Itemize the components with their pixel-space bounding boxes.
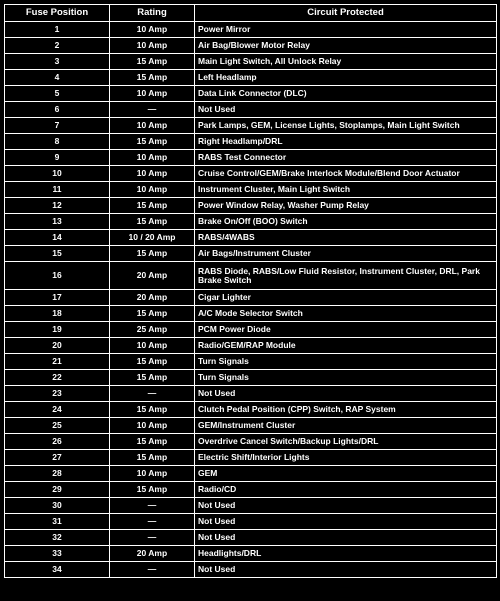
table-row (5, 150, 497, 166)
fuse-position-cell: 7 (5, 118, 110, 134)
rating-cell: 10 Amp (110, 338, 195, 354)
fuse-position-cell: 34 (5, 562, 110, 578)
table-row (5, 562, 497, 578)
rating-cell: 20 Amp (110, 546, 195, 562)
circuit-cell: Turn Signals (195, 354, 497, 370)
table-row (5, 134, 497, 150)
table-row (5, 498, 497, 514)
rating-cell: 10 Amp (110, 466, 195, 482)
circuit-cell: RABS/4WABS (195, 230, 497, 246)
fuse-position-cell: 9 (5, 150, 110, 166)
table-row (5, 338, 497, 354)
table-row (5, 514, 497, 530)
fuse-position-cell: 14 (5, 230, 110, 246)
header-fuse-position: Fuse Position (5, 5, 110, 22)
fuse-position-cell: 17 (5, 290, 110, 306)
fuse-position-cell: 4 (5, 70, 110, 86)
table-row (5, 546, 497, 562)
rating-cell: 15 Amp (110, 402, 195, 418)
rating-cell: 10 Amp (110, 86, 195, 102)
table-row (5, 38, 497, 54)
circuit-cell: Turn Signals (195, 370, 497, 386)
table-row (5, 290, 497, 306)
circuit-cell: Electric Shift/Interior Lights (195, 450, 497, 466)
fuse-position-cell: 33 (5, 546, 110, 562)
rating-cell: 15 Amp (110, 214, 195, 230)
rating-cell: — (110, 530, 195, 546)
rating-cell: 20 Amp (110, 290, 195, 306)
table-row (5, 102, 497, 118)
circuit-cell: Brake On/Off (BOO) Switch (195, 214, 497, 230)
circuit-cell: Main Light Switch, All Unlock Relay (195, 54, 497, 70)
circuit-cell: Right Headlamp/DRL (195, 134, 497, 150)
fuse-position-cell: 16 (5, 262, 110, 290)
rating-cell: 20 Amp (110, 262, 195, 290)
fuse-position-cell: 20 (5, 338, 110, 354)
header-rating: Rating (110, 5, 195, 22)
header-circuit-protected: Circuit Protected (195, 5, 497, 22)
fuse-position-cell: 28 (5, 466, 110, 482)
fuse-position-cell: 22 (5, 370, 110, 386)
rating-cell: 15 Amp (110, 482, 195, 498)
fuse-position-cell: 18 (5, 306, 110, 322)
fuse-position-cell: 15 (5, 246, 110, 262)
table-row (5, 198, 497, 214)
fuse-position-cell: 23 (5, 386, 110, 402)
table-row (5, 402, 497, 418)
rating-cell: 15 Amp (110, 54, 195, 70)
rating-cell: — (110, 498, 195, 514)
circuit-cell: Air Bags/Instrument Cluster (195, 246, 497, 262)
rating-cell: 10 Amp (110, 150, 195, 166)
circuit-cell: Not Used (195, 530, 497, 546)
table-row (5, 246, 497, 262)
circuit-cell: Not Used (195, 386, 497, 402)
rating-cell: 15 Amp (110, 70, 195, 86)
table-row (5, 182, 497, 198)
circuit-cell: Power Window Relay, Washer Pump Relay (195, 198, 497, 214)
fuse-position-cell: 27 (5, 450, 110, 466)
rating-cell: 15 Amp (110, 134, 195, 150)
table-row (5, 482, 497, 498)
rating-cell: 10 Amp (110, 182, 195, 198)
table-row (5, 70, 497, 86)
fuse-position-cell: 5 (5, 86, 110, 102)
circuit-cell: RABS Test Connector (195, 150, 497, 166)
rating-cell: 10 Amp (110, 38, 195, 54)
circuit-cell: Cruise Control/GEM/Brake Interlock Module/Blend Door Actuator (195, 166, 497, 182)
circuit-cell: Radio/CD (195, 482, 497, 498)
table-row (5, 230, 497, 246)
table-row (5, 370, 497, 386)
rating-cell: 10 Amp (110, 166, 195, 182)
table-row (5, 466, 497, 482)
rating-cell: 15 Amp (110, 450, 195, 466)
circuit-cell: Cigar Lighter (195, 290, 497, 306)
circuit-cell: Instrument Cluster, Main Light Switch (195, 182, 497, 198)
circuit-cell: Not Used (195, 498, 497, 514)
table-row (5, 214, 497, 230)
circuit-cell: A/C Mode Selector Switch (195, 306, 497, 322)
circuit-cell: Air Bag/Blower Motor Relay (195, 38, 497, 54)
rating-cell: — (110, 514, 195, 530)
fuse-position-cell: 31 (5, 514, 110, 530)
fuse-position-cell: 26 (5, 434, 110, 450)
circuit-cell: GEM (195, 466, 497, 482)
circuit-cell: Clutch Pedal Position (CPP) Switch, RAP System (195, 402, 497, 418)
rating-cell: — (110, 562, 195, 578)
table-body (5, 22, 497, 578)
table-row (5, 118, 497, 134)
rating-cell: — (110, 386, 195, 402)
rating-cell: 15 Amp (110, 434, 195, 450)
circuit-cell: Headlights/DRL (195, 546, 497, 562)
circuit-cell: Not Used (195, 514, 497, 530)
circuit-cell: Overdrive Cancel Switch/Backup Lights/DRL (195, 434, 497, 450)
fuse-position-cell: 25 (5, 418, 110, 434)
table-row (5, 86, 497, 102)
table-header-row (5, 5, 497, 22)
circuit-cell: Not Used (195, 562, 497, 578)
table-row (5, 530, 497, 546)
table-row (5, 386, 497, 402)
fuse-position-cell: 12 (5, 198, 110, 214)
rating-cell: 10 Amp (110, 22, 195, 38)
table-row (5, 262, 497, 290)
fuse-position-cell: 32 (5, 530, 110, 546)
table-row (5, 22, 497, 38)
table-row (5, 306, 497, 322)
rating-cell: 15 Amp (110, 370, 195, 386)
table-row (5, 450, 497, 466)
table-row (5, 166, 497, 182)
circuit-cell: Not Used (195, 102, 497, 118)
table-row (5, 434, 497, 450)
circuit-cell: Data Link Connector (DLC) (195, 86, 497, 102)
fuse-table (4, 4, 497, 578)
circuit-cell: RABS Diode, RABS/Low Fluid Resistor, Instrument Cluster, DRL, Park Brake Switch (195, 262, 497, 290)
rating-cell: 15 Amp (110, 306, 195, 322)
rating-cell: 25 Amp (110, 322, 195, 338)
table-row (5, 322, 497, 338)
rating-cell: 15 Amp (110, 198, 195, 214)
table-row (5, 354, 497, 370)
circuit-cell: Radio/GEM/RAP Module (195, 338, 497, 354)
rating-cell: 10 Amp (110, 118, 195, 134)
fuse-position-cell: 21 (5, 354, 110, 370)
fuse-position-cell: 13 (5, 214, 110, 230)
rating-cell: 15 Amp (110, 246, 195, 262)
fuse-position-cell: 1 (5, 22, 110, 38)
fuse-position-cell: 8 (5, 134, 110, 150)
rating-cell: 10 Amp (110, 418, 195, 434)
fuse-position-cell: 2 (5, 38, 110, 54)
circuit-cell: PCM Power Diode (195, 322, 497, 338)
circuit-cell: Power Mirror (195, 22, 497, 38)
fuse-chart (4, 4, 496, 596)
circuit-cell: Park Lamps, GEM, License Lights, Stoplamps, Main Light Switch (195, 118, 497, 134)
fuse-position-cell: 24 (5, 402, 110, 418)
fuse-position-cell: 29 (5, 482, 110, 498)
table-row (5, 54, 497, 70)
table-row (5, 418, 497, 434)
rating-cell: — (110, 102, 195, 118)
fuse-position-cell: 30 (5, 498, 110, 514)
circuit-cell: GEM/Instrument Cluster (195, 418, 497, 434)
rating-cell: 10 / 20 Amp (110, 230, 195, 246)
fuse-position-cell: 19 (5, 322, 110, 338)
fuse-position-cell: 11 (5, 182, 110, 198)
fuse-position-cell: 10 (5, 166, 110, 182)
circuit-cell: Left Headlamp (195, 70, 497, 86)
fuse-position-cell: 6 (5, 102, 110, 118)
fuse-position-cell: 3 (5, 54, 110, 70)
rating-cell: 15 Amp (110, 354, 195, 370)
